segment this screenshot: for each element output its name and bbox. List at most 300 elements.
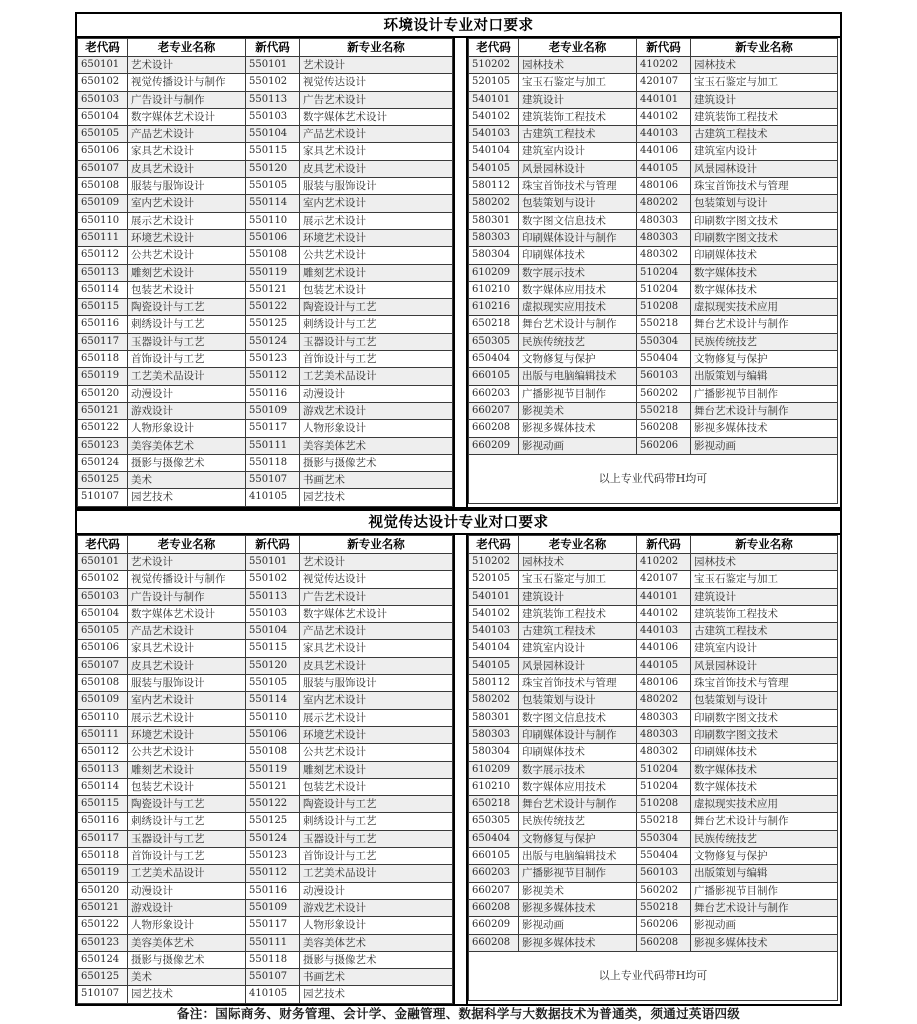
table-row (78, 848, 453, 865)
cell-new-code: 550115 (246, 143, 300, 160)
cell-old-name: 影视美术 (519, 402, 637, 419)
cell-new-name: 建筑装饰工程技术 (691, 108, 838, 125)
cell-new-code: 550115 (246, 640, 300, 657)
major-mapping-table-right (468, 38, 838, 504)
cell-new-code: 550120 (246, 657, 300, 674)
cell-old-name: 民族传统技艺 (519, 813, 637, 830)
table-block-environment-design (75, 12, 842, 509)
cell-old-code: 650108 (78, 178, 128, 195)
cell-new-name: 环境艺术设计 (300, 726, 453, 743)
table-row (78, 969, 453, 986)
cell-old-code: 650101 (78, 554, 128, 571)
cell-old-name: 民族传统技艺 (519, 333, 637, 350)
cell-old-name: 建筑室内设计 (519, 143, 637, 160)
table-note-row (469, 951, 838, 1000)
cell-new-code: 560103 (637, 865, 691, 882)
cell-old-code: 650123 (78, 437, 128, 454)
cell-new-name: 舞台艺术设计与制作 (691, 899, 838, 916)
table-header-row (469, 536, 838, 554)
cell-old-name: 服装与服饰设计 (128, 675, 246, 692)
table-row (469, 934, 838, 951)
table-note: 以上专业代码带H均可 (469, 454, 838, 503)
cell-new-code: 550110 (246, 212, 300, 229)
cell-new-name: 虚拟现实技术应用 (691, 796, 838, 813)
cell-new-name: 建筑设计 (691, 91, 838, 108)
table-body-rows (469, 57, 838, 504)
cell-old-name: 家具艺术设计 (128, 640, 246, 657)
table-row (469, 726, 838, 743)
table-head (469, 536, 838, 554)
table-row (469, 178, 838, 195)
cell-old-code: 610209 (469, 761, 519, 778)
cell-new-name: 刺绣设计与工艺 (300, 316, 453, 333)
table-row (469, 91, 838, 108)
cell-old-name: 公共艺术设计 (128, 247, 246, 264)
column-header-new-name: 新专业名称 (691, 39, 838, 57)
cell-old-name: 动漫设计 (128, 385, 246, 402)
cell-old-code: 650125 (78, 472, 128, 489)
cell-new-name: 人物形象设计 (300, 420, 453, 437)
cell-new-name: 包装艺术设计 (300, 778, 453, 795)
cell-new-name: 书画艺术 (300, 969, 453, 986)
table-row (469, 917, 838, 934)
table-title: 视觉传达设计专业对口要求 (77, 511, 840, 535)
cell-new-code: 550108 (246, 247, 300, 264)
table-row (469, 813, 838, 830)
cell-new-code: 510204 (637, 264, 691, 281)
cell-new-name: 产品艺术设计 (300, 623, 453, 640)
table-row (469, 761, 838, 778)
column-header-old-code: 老代码 (469, 39, 519, 57)
cell-new-code: 550113 (246, 91, 300, 108)
cell-new-code: 550111 (246, 934, 300, 951)
cell-new-code: 550117 (246, 420, 300, 437)
cell-old-code: 580202 (469, 692, 519, 709)
cell-new-code: 550124 (246, 830, 300, 847)
cell-old-name: 视觉传播设计与制作 (128, 571, 246, 588)
cell-new-name: 服装与服饰设计 (300, 675, 453, 692)
cell-old-code: 650115 (78, 299, 128, 316)
cell-new-code: 550101 (246, 554, 300, 571)
cell-old-code: 510107 (78, 489, 128, 506)
table-row (78, 316, 453, 333)
cell-old-code: 650122 (78, 917, 128, 934)
cell-new-name: 艺术设计 (300, 57, 453, 74)
cell-new-name: 舞台艺术设计与制作 (691, 402, 838, 419)
cell-old-code: 650104 (78, 605, 128, 622)
cell-old-code: 540104 (469, 143, 519, 160)
cell-new-name: 人物形象设计 (300, 917, 453, 934)
cell-new-name: 珠宝首饰技术与管理 (691, 178, 838, 195)
table-body-rows (78, 57, 453, 507)
cell-old-code: 650124 (78, 454, 128, 471)
table-note-row (469, 454, 838, 503)
cell-new-name: 视觉传达设计 (300, 571, 453, 588)
table-row (78, 778, 453, 795)
cell-new-code: 550117 (246, 917, 300, 934)
cell-old-code: 650124 (78, 951, 128, 968)
cell-old-name: 影视美术 (519, 882, 637, 899)
cell-old-code: 650218 (469, 796, 519, 813)
cell-new-name: 民族传统技艺 (691, 830, 838, 847)
cell-new-name: 视觉传达设计 (300, 74, 453, 91)
cell-new-name: 广告艺术设计 (300, 91, 453, 108)
cell-new-name: 影视动画 (691, 917, 838, 934)
cell-new-code: 550118 (246, 454, 300, 471)
cell-old-name: 游戏设计 (128, 899, 246, 916)
cell-new-name: 家具艺术设计 (300, 640, 453, 657)
table-row (469, 554, 838, 571)
cell-new-code: 550104 (246, 623, 300, 640)
table-row (78, 951, 453, 968)
cell-old-name: 建筑装饰工程技术 (519, 108, 637, 125)
column-header-new-name: 新专业名称 (691, 536, 838, 554)
table-head (469, 39, 838, 57)
cell-new-code: 410105 (246, 986, 300, 1003)
cell-new-name: 数字媒体技术 (691, 778, 838, 795)
cell-old-name: 数字图文信息技术 (519, 212, 637, 229)
cell-new-code: 410202 (637, 554, 691, 571)
cell-new-code: 480302 (637, 744, 691, 761)
cell-new-name: 园艺技术 (300, 986, 453, 1003)
cell-old-code: 540102 (469, 605, 519, 622)
table-head (78, 39, 453, 57)
cell-new-code: 550218 (637, 899, 691, 916)
table-row (469, 744, 838, 761)
cell-old-name: 数字媒体应用技术 (519, 281, 637, 298)
cell-new-name: 游戏艺术设计 (300, 402, 453, 419)
cell-old-code: 580301 (469, 709, 519, 726)
cell-new-name: 宝玉石鉴定与加工 (691, 74, 838, 91)
table-row (78, 143, 453, 160)
cell-new-name: 包装策划与设计 (691, 195, 838, 212)
table-row (469, 848, 838, 865)
table-row (78, 692, 453, 709)
cell-new-code: 550116 (246, 385, 300, 402)
cell-old-name: 出版与电脑编辑技术 (519, 848, 637, 865)
table-row (469, 264, 838, 281)
cell-old-name: 工艺美术品设计 (128, 368, 246, 385)
table-row (469, 882, 838, 899)
cell-new-name: 建筑室内设计 (691, 640, 838, 657)
cell-new-code: 440101 (637, 588, 691, 605)
column-header-old-name: 老专业名称 (128, 536, 246, 554)
table-row (469, 571, 838, 588)
column-header-old-code: 老代码 (78, 536, 128, 554)
table-row (78, 709, 453, 726)
table-row (78, 744, 453, 761)
cell-old-code: 520105 (469, 74, 519, 91)
cell-new-name: 印刷数字图文技术 (691, 229, 838, 246)
table-row (78, 420, 453, 437)
cell-old-name: 玉器设计与工艺 (128, 333, 246, 350)
column-header-old-code: 老代码 (78, 39, 128, 57)
table-row (469, 108, 838, 125)
cell-old-name: 环境艺术设计 (128, 229, 246, 246)
cell-old-name: 工艺美术品设计 (128, 865, 246, 882)
cell-old-name: 人物形象设计 (128, 917, 246, 934)
cell-new-name: 书画艺术 (300, 472, 453, 489)
cell-new-code: 550107 (246, 969, 300, 986)
cell-new-code: 480106 (637, 178, 691, 195)
table-row (78, 986, 453, 1003)
cell-new-name: 出版策划与编辑 (691, 865, 838, 882)
cell-new-name: 民族传统技艺 (691, 333, 838, 350)
cell-new-name: 摄影与摄像艺术 (300, 454, 453, 471)
cell-new-name: 数字媒体艺术设计 (300, 108, 453, 125)
column-header-new-code: 新代码 (246, 39, 300, 57)
table-half-right (468, 535, 838, 1004)
cell-new-name: 虚拟现实技术应用 (691, 299, 838, 316)
table-row (78, 830, 453, 847)
table-row (469, 778, 838, 795)
cell-new-name: 广播影视节目制作 (691, 385, 838, 402)
table-row (78, 865, 453, 882)
cell-new-name: 风景园林设计 (691, 657, 838, 674)
table-row (469, 160, 838, 177)
table-row (469, 420, 838, 437)
cell-old-code: 540103 (469, 126, 519, 143)
table-row (78, 605, 453, 622)
column-header-new-name: 新专业名称 (300, 536, 453, 554)
cell-old-code: 650102 (78, 74, 128, 91)
cell-old-code: 650305 (469, 333, 519, 350)
table-row (78, 351, 453, 368)
cell-new-name: 刺绣设计与工艺 (300, 813, 453, 830)
cell-new-code: 550119 (246, 761, 300, 778)
table-row (469, 865, 838, 882)
cell-old-code: 660203 (469, 865, 519, 882)
cell-old-code: 650109 (78, 195, 128, 212)
cell-new-name: 室内艺术设计 (300, 692, 453, 709)
cell-old-code: 580303 (469, 229, 519, 246)
cell-new-code: 550114 (246, 195, 300, 212)
table-row (469, 675, 838, 692)
cell-new-name: 文物修复与保护 (691, 848, 838, 865)
cell-old-code: 660207 (469, 402, 519, 419)
cell-old-name: 艺术设计 (128, 57, 246, 74)
cell-old-name: 陶瓷设计与工艺 (128, 796, 246, 813)
cell-old-name: 建筑设计 (519, 91, 637, 108)
cell-new-code: 550304 (637, 830, 691, 847)
table-body (77, 535, 840, 1004)
cell-old-code: 580112 (469, 675, 519, 692)
cell-old-code: 650122 (78, 420, 128, 437)
cell-old-name: 服装与服饰设计 (128, 178, 246, 195)
cell-new-code: 440103 (637, 623, 691, 640)
cell-new-code: 440102 (637, 108, 691, 125)
cell-old-code: 650103 (78, 588, 128, 605)
table-row (469, 126, 838, 143)
cell-new-code: 550114 (246, 692, 300, 709)
cell-old-code: 650116 (78, 316, 128, 333)
cell-new-name: 陶瓷设计与工艺 (300, 299, 453, 316)
cell-new-code: 550112 (246, 865, 300, 882)
cell-old-name: 视觉传播设计与制作 (128, 74, 246, 91)
cell-old-code: 610210 (469, 778, 519, 795)
cell-new-name: 广告艺术设计 (300, 588, 453, 605)
cell-new-code: 550110 (246, 709, 300, 726)
table-row (78, 657, 453, 674)
cell-new-name: 印刷媒体技术 (691, 247, 838, 264)
cell-new-code: 480303 (637, 709, 691, 726)
table-row (469, 899, 838, 916)
cell-new-code: 550122 (246, 796, 300, 813)
cell-new-code: 440103 (637, 126, 691, 143)
table-row (78, 437, 453, 454)
cell-new-code: 410202 (637, 57, 691, 74)
table-row (469, 588, 838, 605)
table-row (78, 675, 453, 692)
cell-old-name: 摄影与摄像艺术 (128, 454, 246, 471)
cell-old-name: 出版与电脑编辑技术 (519, 368, 637, 385)
cell-new-code: 420107 (637, 571, 691, 588)
table-row (469, 299, 838, 316)
table-body (77, 38, 840, 507)
cell-old-name: 影视动画 (519, 437, 637, 454)
cell-old-code: 650113 (78, 264, 128, 281)
cell-old-code: 540102 (469, 108, 519, 125)
cell-old-name: 宝玉石鉴定与加工 (519, 571, 637, 588)
cell-new-code: 410105 (246, 489, 300, 506)
table-row (78, 126, 453, 143)
cell-old-name: 建筑室内设计 (519, 640, 637, 657)
cell-new-name: 文物修复与保护 (691, 351, 838, 368)
table-row (469, 143, 838, 160)
table-row (78, 899, 453, 916)
cell-old-code: 660105 (469, 368, 519, 385)
table-row (469, 437, 838, 454)
cell-old-name: 艺术设计 (128, 554, 246, 571)
table-header-row (78, 536, 453, 554)
cell-old-code: 660209 (469, 917, 519, 934)
cell-old-code: 580301 (469, 212, 519, 229)
cell-new-name: 家具艺术设计 (300, 143, 453, 160)
cell-old-name: 包装策划与设计 (519, 692, 637, 709)
table-row (78, 454, 453, 471)
table-row (78, 640, 453, 657)
cell-new-code: 550121 (246, 281, 300, 298)
cell-new-name: 美容美体艺术 (300, 437, 453, 454)
cell-old-code: 650404 (469, 351, 519, 368)
cell-new-name: 环境艺术设计 (300, 229, 453, 246)
cell-new-name: 影视动画 (691, 437, 838, 454)
table-row (469, 692, 838, 709)
cell-old-name: 宝玉石鉴定与加工 (519, 74, 637, 91)
cell-new-code: 480202 (637, 195, 691, 212)
cell-old-name: 数字媒体应用技术 (519, 778, 637, 795)
cell-old-code: 540101 (469, 588, 519, 605)
cell-new-code: 510208 (637, 796, 691, 813)
cell-old-code: 510107 (78, 986, 128, 1003)
cell-new-code: 440105 (637, 160, 691, 177)
column-header-new-code: 新代码 (246, 536, 300, 554)
cell-old-code: 520105 (469, 571, 519, 588)
cell-new-code: 550122 (246, 299, 300, 316)
table-row (469, 605, 838, 622)
cell-old-name: 园林技术 (519, 554, 637, 571)
table-title: 环境设计专业对口要求 (77, 14, 840, 38)
cell-new-name: 数字媒体艺术设计 (300, 605, 453, 622)
cell-new-name: 影视多媒体技术 (691, 420, 838, 437)
table-row (469, 796, 838, 813)
cell-new-name: 室内艺术设计 (300, 195, 453, 212)
table-row (78, 195, 453, 212)
cell-new-code: 550218 (637, 813, 691, 830)
cell-new-code: 550111 (246, 437, 300, 454)
cell-new-code: 550113 (246, 588, 300, 605)
cell-old-name: 文物修复与保护 (519, 351, 637, 368)
cell-new-name: 园林技术 (691, 554, 838, 571)
cell-new-code: 550101 (246, 57, 300, 74)
cell-old-code: 650104 (78, 108, 128, 125)
cell-new-code: 550107 (246, 472, 300, 489)
cell-old-name: 数字展示技术 (519, 761, 637, 778)
table-row (78, 264, 453, 281)
cell-old-name: 皮具艺术设计 (128, 657, 246, 674)
cell-old-name: 包装策划与设计 (519, 195, 637, 212)
table-row (469, 385, 838, 402)
cell-new-code: 510204 (637, 761, 691, 778)
table-row (469, 368, 838, 385)
cell-old-code: 510202 (469, 57, 519, 74)
table-half-left (77, 38, 453, 507)
table-row (78, 571, 453, 588)
table-row (469, 333, 838, 350)
cell-old-code: 610209 (469, 264, 519, 281)
cell-new-code: 550125 (246, 813, 300, 830)
table-row (469, 281, 838, 298)
cell-old-code: 650113 (78, 761, 128, 778)
cell-new-code: 550106 (246, 726, 300, 743)
table-half-left (77, 535, 453, 1004)
cell-new-name: 美容美体艺术 (300, 934, 453, 951)
table-row (78, 402, 453, 419)
cell-new-code: 550123 (246, 848, 300, 865)
cell-new-name: 园艺技术 (300, 489, 453, 506)
cell-old-code: 650115 (78, 796, 128, 813)
cell-old-name: 文物修复与保护 (519, 830, 637, 847)
cell-old-name: 风景园林设计 (519, 657, 637, 674)
column-header-old-code: 老代码 (469, 536, 519, 554)
cell-new-name: 玉器设计与工艺 (300, 830, 453, 847)
table-head (78, 536, 453, 554)
cell-new-code: 440102 (637, 605, 691, 622)
cell-new-name: 珠宝首饰技术与管理 (691, 675, 838, 692)
cell-old-name: 室内艺术设计 (128, 195, 246, 212)
cell-new-code: 550218 (637, 316, 691, 333)
cell-old-code: 650102 (78, 571, 128, 588)
cell-new-code: 480303 (637, 726, 691, 743)
cell-old-code: 650118 (78, 848, 128, 865)
cell-old-code: 510202 (469, 554, 519, 571)
table-row (78, 108, 453, 125)
cell-old-code: 650110 (78, 212, 128, 229)
cell-old-name: 珠宝首饰技术与管理 (519, 178, 637, 195)
cell-old-code: 650105 (78, 126, 128, 143)
table-gutter (453, 38, 468, 507)
cell-old-name: 舞台艺术设计与制作 (519, 796, 637, 813)
cell-old-name: 雕刻艺术设计 (128, 761, 246, 778)
cell-new-name: 出版策划与编辑 (691, 368, 838, 385)
cell-old-name: 公共艺术设计 (128, 744, 246, 761)
cell-old-name: 美容美体艺术 (128, 437, 246, 454)
cell-new-name: 园林技术 (691, 57, 838, 74)
cell-old-code: 650119 (78, 865, 128, 882)
cell-new-code: 550118 (246, 951, 300, 968)
cell-new-name: 动漫设计 (300, 385, 453, 402)
table-row (78, 934, 453, 951)
